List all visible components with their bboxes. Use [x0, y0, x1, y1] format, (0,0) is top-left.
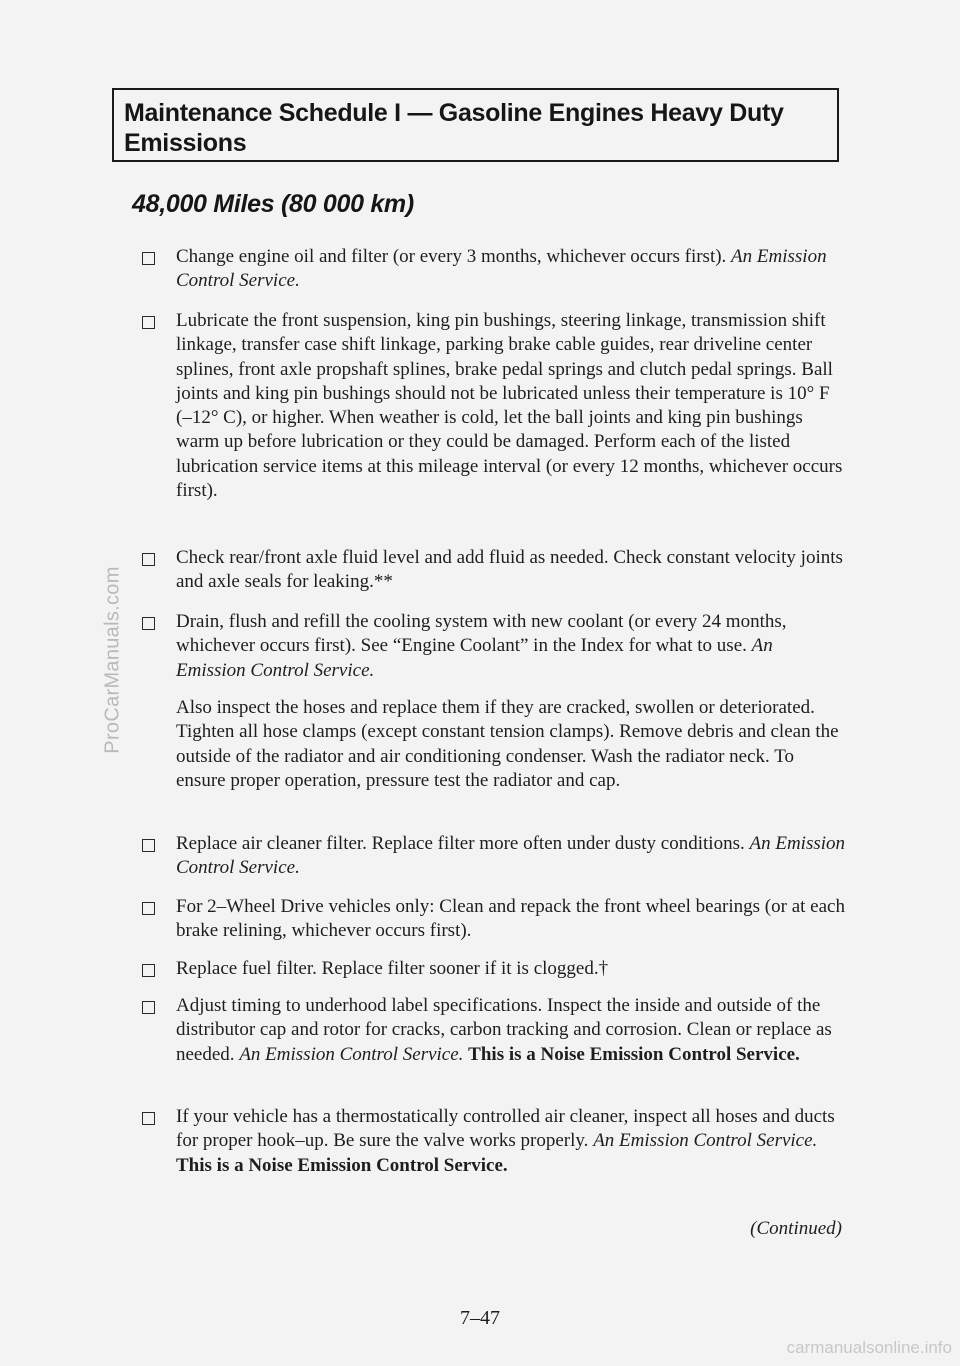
item-body: Adjust timing to underhood label specifications. Inspect the inside and outside of the distributor cap and rotor for cracks, carbon tracking and corrosion. Clean or replace as needed. — [176, 995, 832, 1065]
emission-note: An Emission Control Service. — [239, 1043, 464, 1065]
item-text — [176, 832, 846, 881]
section-header-box — [112, 88, 839, 162]
side-watermark: ProCarManuals.com — [101, 566, 124, 754]
noise-note: This is a Noise Emission Control Service. — [468, 1043, 800, 1065]
checkbox[interactable] — [142, 902, 155, 915]
emission-note: An Emission Control Service. — [593, 1130, 818, 1152]
page-title: Maintenance Schedule I — Gasoline Engines Heavy Duty Emissions — [124, 99, 784, 157]
continued-note: (Continued) — [750, 1218, 842, 1239]
checkbox[interactable] — [142, 617, 155, 630]
page-number: 7–47 — [460, 1307, 500, 1329]
item-body: Lubricate the front suspension, king pin bushings, steering linkage, transmission shift linkage, transfer case shift linkage, parking brake cable guides, rear driveline center splines, front axle propshaft splines, brake pedal springs and clutch pedal springs. Ball joints and king pin bushings should not be lubricated unless their temperature is 10° F (–12° C), or higher. When weather is cold, let the ball joints and king pin bushings warm up before lubrication or they could be damaged. Perform each of the listed lubrication service items at this mileage interval (or every 12 months, whichever occurs first). — [176, 310, 843, 502]
checkbox[interactable] — [142, 839, 155, 852]
noise-note: This is a Noise Emission Control Service. — [176, 1154, 508, 1176]
item-text — [176, 610, 846, 683]
item-body: Replace air cleaner filter. Replace filter more often under dusty conditions. — [176, 833, 745, 854]
item-body: Replace fuel filter. Replace filter sooner if it is clogged.† — [176, 958, 609, 979]
item-text — [176, 994, 846, 1067]
item-body: If your vehicle has a thermostatically controlled air cleaner, inspect all hoses and ducts for proper hook–up. Be sure the valve works properly. — [176, 1106, 835, 1152]
item-body: Change engine oil and filter (or every 3 months, whichever occurs first). — [176, 246, 727, 267]
item-paragraph: Also inspect the hoses and replace them if they are cracked, swollen or deteriorated. Tighten all hose clamps (except constant tension clamps). Remove debris and clean the outside of the radiator and air conditioning condenser. Wash the radiator neck. To ensure proper operation, pressure test the radiator and cap. — [176, 697, 839, 791]
item-text — [176, 245, 846, 294]
checkbox[interactable] — [142, 553, 155, 566]
mileage-heading: 48,000 Miles (80 000 km) — [132, 190, 414, 218]
checkbox[interactable] — [142, 252, 155, 265]
item-body: Drain, flush and refill the cooling system with new coolant (or every 24 months, whichever occurs first). See “Engine Coolant” in the Index for what to use. — [176, 611, 787, 657]
emission-note: An Emission Control Service. — [176, 833, 846, 879]
bottom-watermark: carmanualsonline.info — [786, 1338, 952, 1357]
item-body: For 2–Wheel Drive vehicles only: Clean and repack the front wheel bearings (or at each brake relining, whichever occurs first). — [176, 896, 845, 942]
checkbox[interactable] — [142, 1112, 155, 1125]
item-body: Check rear/front axle fluid level and add fluid as needed. Check constant velocity joints and axle seals for leaking.** — [176, 547, 843, 593]
checkbox[interactable] — [142, 964, 155, 977]
emission-note: An Emission Control Service. — [176, 246, 827, 292]
emission-note: An Emission Control Service. — [176, 635, 773, 681]
checkbox[interactable] — [142, 1001, 155, 1014]
item-text — [176, 1105, 846, 1178]
checkbox[interactable] — [142, 316, 155, 329]
